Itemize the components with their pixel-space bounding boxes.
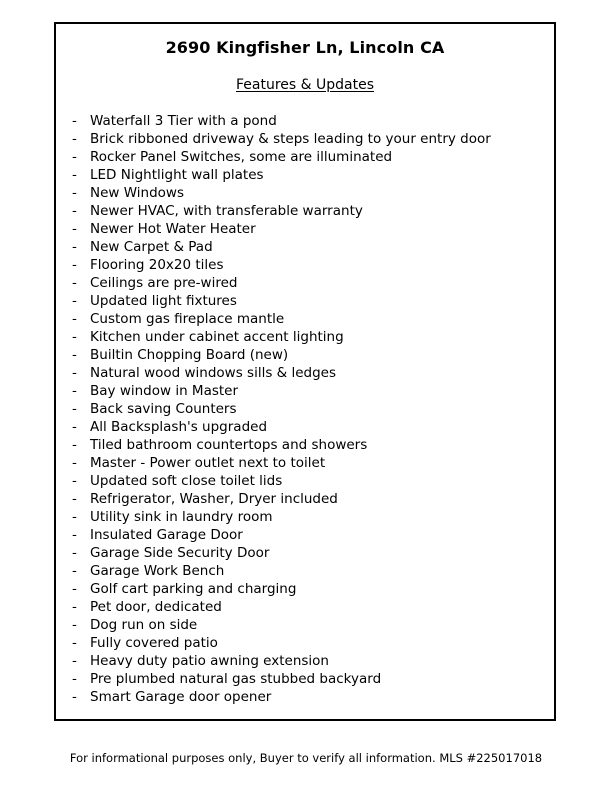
feature-text: Garage Side Security Door — [90, 545, 270, 561]
feature-text: Updated light fixtures — [90, 293, 237, 309]
bullet-dash: - — [72, 509, 77, 525]
bullet-dash: - — [72, 149, 77, 165]
bullet-dash: - — [72, 689, 77, 705]
bullet-dash: - — [72, 329, 77, 345]
feature-item — [72, 310, 491, 328]
feature-text: Kitchen under cabinet accent lighting — [90, 329, 344, 345]
bullet-dash: - — [72, 437, 77, 453]
feature-item — [72, 274, 491, 292]
feature-item — [72, 292, 491, 310]
bullet-dash: - — [72, 311, 77, 327]
bullet-dash: - — [72, 203, 77, 219]
bullet-dash: - — [72, 293, 77, 309]
feature-item — [72, 238, 491, 256]
feature-item — [72, 418, 491, 436]
bullet-dash: - — [72, 599, 77, 615]
feature-text: New Windows — [90, 185, 184, 201]
feature-text: Utility sink in laundry room — [90, 509, 273, 525]
feature-item — [72, 346, 491, 364]
feature-item — [72, 400, 491, 418]
feature-text: All Backsplash's upgraded — [90, 419, 268, 435]
feature-text: Tiled bathroom countertops and showers — [90, 437, 368, 453]
bullet-dash: - — [72, 563, 77, 579]
feature-item — [72, 490, 491, 508]
bullet-dash: - — [72, 365, 77, 381]
bullet-dash: - — [72, 491, 77, 507]
feature-item — [72, 202, 491, 220]
feature-item — [72, 598, 491, 616]
feature-item — [72, 256, 491, 274]
feature-item — [72, 184, 491, 202]
feature-text: Pre plumbed natural gas stubbed backyard — [90, 671, 382, 687]
feature-item — [72, 382, 491, 400]
feature-item — [72, 148, 491, 166]
disclaimer-footer: For informational purposes only, Buyer to verify all information. MLS #225017018 — [69, 751, 543, 765]
feature-text: New Carpet & Pad — [90, 239, 213, 255]
bullet-dash: - — [72, 653, 77, 669]
bullet-dash: - — [72, 113, 77, 129]
feature-text: Waterfall 3 Tier with a pond — [90, 113, 277, 129]
feature-text: LED Nightlight wall plates — [90, 167, 264, 183]
feature-text: Builtin Chopping Board (new) — [90, 347, 289, 363]
feature-item — [72, 112, 491, 130]
feature-text: Refrigerator, Washer, Dryer included — [90, 491, 338, 507]
feature-item — [72, 634, 491, 652]
bullet-dash: - — [72, 545, 77, 561]
bullet-dash: - — [72, 581, 77, 597]
bullet-dash: - — [72, 617, 77, 633]
feature-text: Back saving Counters — [90, 401, 237, 417]
feature-text: Master - Power outlet next to toilet — [90, 455, 326, 471]
bullet-dash: - — [72, 275, 77, 291]
feature-item — [72, 220, 491, 238]
feature-text: Smart Garage door opener — [90, 689, 272, 705]
bullet-dash: - — [72, 131, 77, 147]
feature-item — [72, 166, 491, 184]
feature-item — [72, 562, 491, 580]
section-heading: Features & Updates — [235, 77, 374, 93]
bullet-dash: - — [72, 185, 77, 201]
feature-text: Golf cart parking and charging — [90, 581, 297, 597]
feature-text: Brick ribboned driveway & steps leading to your entry door — [90, 131, 491, 147]
feature-text: Custom gas fireplace mantle — [90, 311, 285, 327]
feature-text: Newer Hot Water Heater — [90, 221, 256, 237]
feature-text: Flooring 20x20 tiles — [90, 257, 224, 273]
document-border — [54, 22, 556, 721]
feature-item — [72, 688, 491, 706]
feature-item — [72, 652, 491, 670]
feature-item — [72, 364, 491, 382]
feature-text: Fully covered patio — [90, 635, 218, 651]
page-title: 2690 Kingfisher Ln, Lincoln CA — [165, 38, 445, 57]
bullet-dash: - — [72, 257, 77, 273]
feature-item — [72, 130, 491, 148]
bullet-dash: - — [72, 671, 77, 687]
bullet-dash: - — [72, 221, 77, 237]
bullet-dash: - — [72, 167, 77, 183]
bullet-dash: - — [72, 455, 77, 471]
feature-text: Pet door, dedicated — [90, 599, 222, 615]
feature-list — [72, 112, 491, 706]
feature-text: Rocker Panel Switches, some are illuminated — [90, 149, 393, 165]
feature-text: Bay window in Master — [90, 383, 239, 399]
bullet-dash: - — [72, 401, 77, 417]
feature-item — [72, 544, 491, 562]
bullet-dash: - — [72, 347, 77, 363]
feature-text: Ceilings are pre-wired — [90, 275, 238, 291]
bullet-dash: - — [72, 635, 77, 651]
feature-item — [72, 616, 491, 634]
feature-item — [72, 580, 491, 598]
feature-item — [72, 670, 491, 688]
feature-text: Garage Work Bench — [90, 563, 225, 579]
bullet-dash: - — [72, 383, 77, 399]
bullet-dash: - — [72, 527, 77, 543]
feature-text: Updated soft close toilet lids — [90, 473, 283, 489]
bullet-dash: - — [72, 239, 77, 255]
bullet-dash: - — [72, 419, 77, 435]
feature-item — [72, 328, 491, 346]
feature-item — [72, 472, 491, 490]
feature-item — [72, 508, 491, 526]
feature-item — [72, 454, 491, 472]
feature-text: Heavy duty patio awning extension — [90, 653, 329, 669]
feature-text: Dog run on side — [90, 617, 198, 633]
feature-text: Insulated Garage Door — [90, 527, 243, 543]
feature-item — [72, 526, 491, 544]
feature-text: Newer HVAC, with transferable warranty — [90, 203, 363, 219]
feature-item — [72, 436, 491, 454]
feature-text: Natural wood windows sills & ledges — [90, 365, 337, 381]
bullet-dash: - — [72, 473, 77, 489]
